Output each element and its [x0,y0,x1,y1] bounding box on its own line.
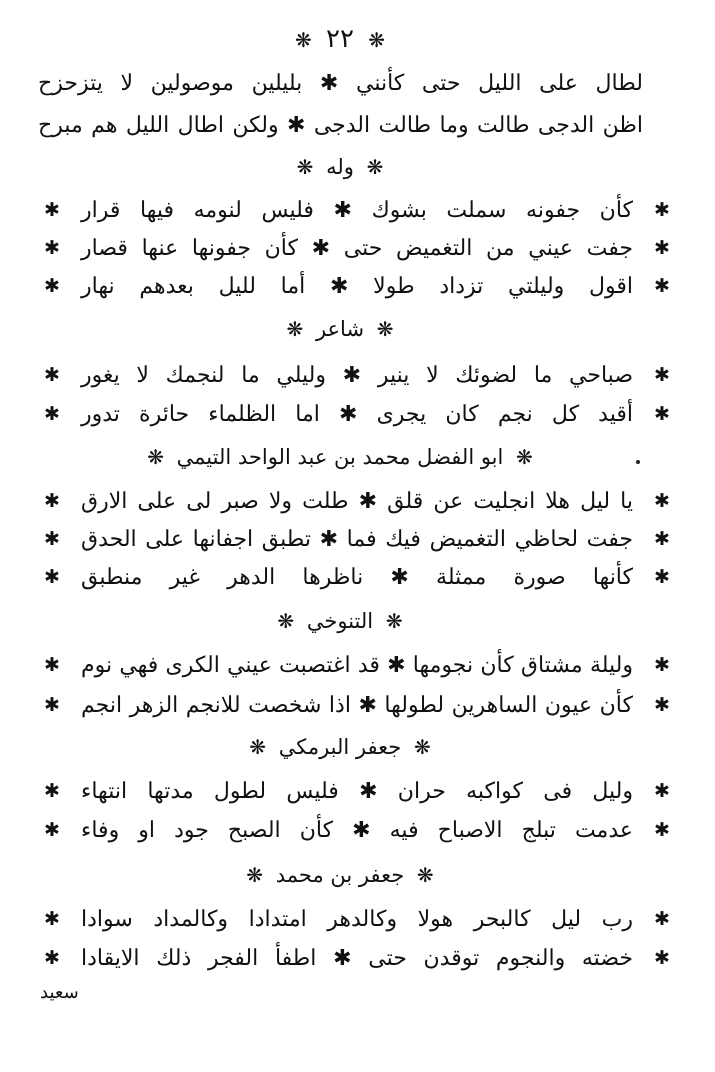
star-icon: ✱ [654,364,670,386]
verse-line [37,774,677,808]
verse-line [37,358,677,392]
verse-line [37,648,677,682]
section-heading [0,152,680,182]
verse-line [37,560,677,594]
catchword: سعيد [40,982,79,1003]
section-heading-text: جعفر بن محمد [275,863,405,887]
ornament-icon: ❋ [296,155,314,179]
section-heading [0,732,680,762]
star-icon: ✱ [44,364,60,386]
verse-text: اقول وليلتي تزداد طولا ✱ أما لليل بعدهم نهار [81,273,633,299]
star-icon: ✱ [44,694,60,716]
verse-line [37,688,677,722]
verse-text: رب ليل كالبحر هولا وكالدهر امتدادا وكالمداد سوادا [81,906,633,932]
ornament-icon: ❋ [246,863,264,887]
verse-line [37,522,677,556]
verse-text: وليل فى كواكبه حران ✱ فليس لطول مدتها انتهاء [81,778,633,804]
verse-line [37,231,677,265]
star-icon: ✱ [654,403,670,425]
ornament-icon: ❋ [366,155,384,179]
star-icon: ✱ [654,199,670,221]
ornament-icon: ❋ [295,28,312,52]
ornament-icon: ❋ [286,317,304,341]
verse-line [37,813,677,847]
ornament-icon: ❋ [368,28,385,52]
page-number [0,22,680,57]
star-icon: ✱ [654,275,670,297]
star-icon: ✱ [654,780,670,802]
star-icon: ✱ [44,490,60,512]
verse-text: وليلة مشتاق كأن نجومها ✱ قد اغتصبت عيني الكرى فهي نوم [81,652,633,678]
section-heading [0,442,680,472]
page-number-text: ٢٢ [326,24,354,54]
verse-text: كأن عيون الساهرين لطولها ✱ اذا شخصت للانجم الزهر انجم [81,692,633,718]
star-icon: ✱ [44,819,60,841]
ornament-icon: ❋ [385,609,403,633]
ornament-icon: ❋ [249,735,267,759]
star-icon: ✱ [654,694,670,716]
verse-line [37,484,677,518]
verse-text: أقيد كل نجم كان يجرى ✱ اما الظلماء حائرة تدور [81,401,633,427]
star-icon: ✱ [44,780,60,802]
star-icon: ✱ [44,947,60,969]
star-icon: ✱ [654,528,670,550]
verse-text: يا ليل هلا انجليت عن قلق ✱ طلت ولا صبر لى على الارق [81,488,633,514]
star-icon: ✱ [44,908,60,930]
section-heading-text: ابو الفضل محمد بن عبد الواحد التيمي [176,445,504,469]
verse-text: كأن جفونه سملت بشوك ✱ فليس لنومه فيها قرار [81,197,633,223]
section-heading-text: جعفر البرمكي [278,735,402,759]
ink-speck [636,460,640,464]
verse-text: جفت عيني من التغميض حتى ✱ كأن جفونها عنها قصار [81,235,633,261]
ornament-icon: ❋ [516,445,533,469]
verse-line [37,193,677,227]
intro-line: اظن الدجى طالت وما طالت الدجى ✱ ولكن اطال الليل هم مبرح [38,113,643,138]
star-icon: ✱ [654,490,670,512]
intro-line: لطال على الليل حتى كأنني ✱ بليلين موصولين لا يتزحزح [38,71,643,96]
star-icon: ✱ [44,403,60,425]
section-heading-text: التنوخي [306,609,374,633]
ornament-icon: ❋ [277,609,295,633]
verse-line [37,902,677,936]
star-icon: ✱ [654,908,670,930]
verse-line [37,941,677,975]
ornament-icon: ❋ [376,317,394,341]
verse-line [37,269,677,303]
section-heading [0,860,680,890]
section-heading-text: شاعر [315,317,365,341]
ornament-icon: ❋ [413,735,431,759]
section-heading [0,606,680,636]
star-icon: ✱ [44,199,60,221]
star-icon: ✱ [654,947,670,969]
verse-text: عدمت تبلج الاصباح فيه ✱ كأن الصبح جود او وفاء [81,817,634,843]
star-icon: ✱ [654,237,670,259]
star-icon: ✱ [44,566,60,588]
verse-text: صباحي ما لضوئك لا ينير ✱ وليلي ما لنجمك لا يغور [81,362,633,388]
star-icon: ✱ [44,275,60,297]
star-icon: ✱ [654,819,670,841]
verse-text: كأنها صورة ممثلة ✱ ناظرها الدهر غير منطبق [81,564,633,590]
verse-text: جفت لحاظي التغميض فيك فما ✱ تطبق اجفانها على الحدق [81,526,633,552]
ornament-icon: ❋ [416,863,434,887]
star-icon: ✱ [44,237,60,259]
star-icon: ✱ [44,654,60,676]
star-icon: ✱ [654,654,670,676]
verse-line [37,397,677,431]
star-icon: ✱ [654,566,670,588]
section-heading-text: وله [326,155,354,179]
star-icon: ✱ [44,528,60,550]
ornament-icon: ❋ [147,445,164,469]
verse-text: خضته والنجوم توقدن حتى ✱ اطفأ الفجر ذلك الايقادا [81,945,633,971]
section-heading [0,314,680,344]
